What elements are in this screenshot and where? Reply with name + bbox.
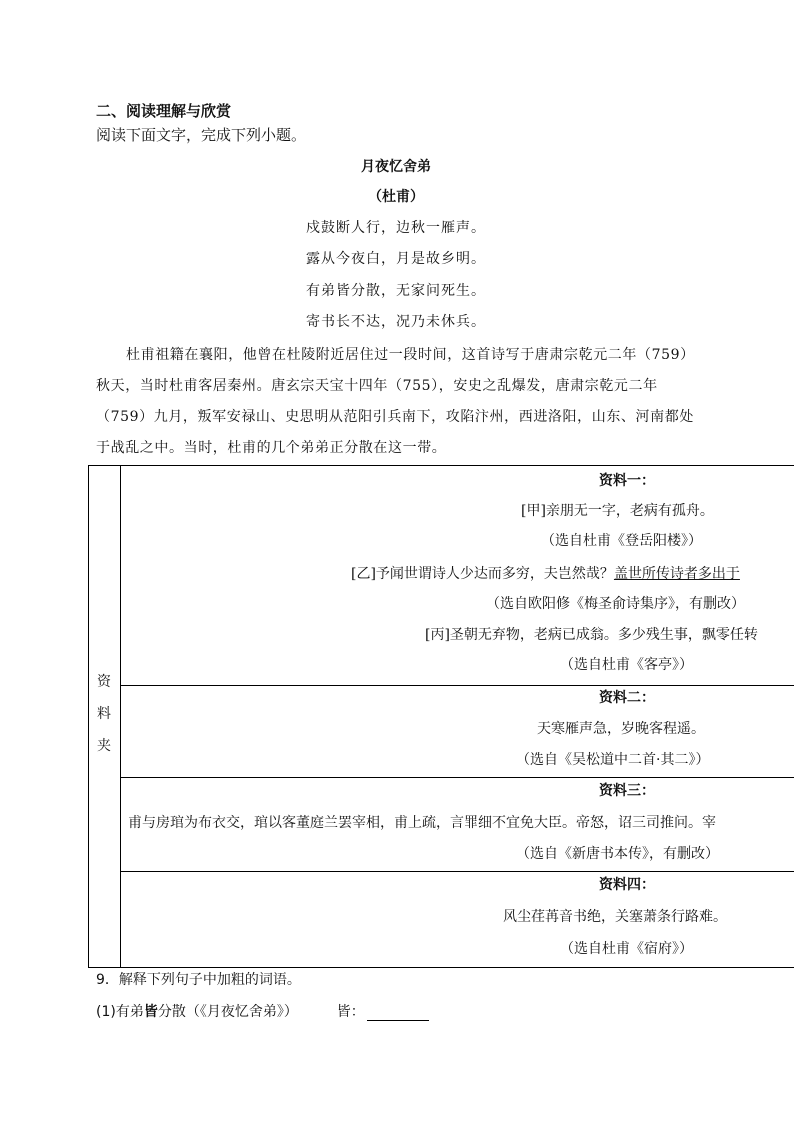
- material-text: [甲]亲朋无一字，老病有孤舟。: [521, 503, 714, 519]
- materials-table: [88, 465, 794, 968]
- poem-line: 寄书长不达，况乃未休兵。: [306, 314, 486, 330]
- poem-title: 月夜忆舍弟: [361, 159, 431, 175]
- underlined-phrase: 盖世所传诗者多出于: [613, 566, 740, 582]
- material-title: 资料一：: [599, 473, 655, 489]
- material-title: 资料二：: [599, 690, 655, 706]
- row-divider: [121, 871, 794, 872]
- material-text: [丙]圣朝无弃物，老病已成翁。多少残生事，飘零任转: [425, 627, 758, 643]
- instruction: 阅读下面文字，完成下列小题。: [96, 126, 307, 144]
- question-item: (1)有弟皆分散（《月夜忆舍弟》） 皆：: [96, 1001, 429, 1021]
- bold-word: 皆: [143, 1004, 158, 1020]
- poem-line: 戍鼓断人行，边秋一雁声。: [306, 220, 486, 236]
- materials-label-column: [89, 466, 121, 967]
- material-source: （选自《新唐书本传》，有删改）: [516, 846, 719, 862]
- label-char: 资: [97, 674, 111, 690]
- row-divider: [121, 685, 794, 686]
- material-source: （选自杜甫《客亭》）: [560, 657, 693, 673]
- material-text: 天寒雁声急，岁晚客程遥。: [537, 721, 705, 737]
- material-source: （选自欧阳修《梅圣俞诗集序》，有删改）: [486, 596, 745, 612]
- material-text: 风尘荏苒音书绝，关塞萧条行路难。: [503, 909, 727, 925]
- poem-line: 露从今夜白，月是故乡明。: [306, 251, 486, 267]
- material-title: 资料三：: [599, 783, 655, 799]
- label-char: 夹: [97, 738, 111, 754]
- material-text: [乙]予闻世谓诗人少达而多穷，夫岂然哉？盖世所传诗者多出于: [351, 566, 740, 582]
- material-text: 甫与房琯为布衣交，琯以客董庭兰罢宰相，甫上疏，言罪细不宜免大臣。帝怒，诏三司推问。宰: [128, 815, 716, 831]
- poem-author: （杜甫）: [368, 189, 424, 205]
- material-source: （选自杜甫《登岳阳楼》）: [541, 533, 702, 549]
- material-source: （选自杜甫《宿府》）: [560, 941, 693, 957]
- poem-line: 有弟皆分散，无家问死生。: [306, 283, 486, 299]
- label-char: 料: [97, 706, 111, 722]
- answer-label: 皆：: [336, 1004, 365, 1020]
- answer-blank[interactable]: [367, 1006, 429, 1021]
- question-stem: 9．解释下列句子中加粗的词语。: [96, 972, 301, 988]
- row-divider: [121, 777, 794, 778]
- material-title: 资料四：: [599, 877, 655, 893]
- material-source: （选自《吴松道中二首·其二》）: [516, 752, 710, 768]
- section-title: 二、阅读理解与欣赏: [96, 102, 232, 120]
- background-paragraph: 杜甫祖籍在襄阳，他曾在杜陵附近居住过一段时间，这首诗写于唐肃宗乾元二年（759）秋天，当时杜甫客居秦州。唐玄宗天宝十四年（755），安史之乱爆发，唐肃宗乾元二年（759）九月，叛军安禄山、史思明从范阳引兵南下，攻陷汴州，西进洛阳，山东、河南都处于战乱之中。当时，杜甫的几个弟弟正分散在这一带。: [96, 347, 695, 456]
